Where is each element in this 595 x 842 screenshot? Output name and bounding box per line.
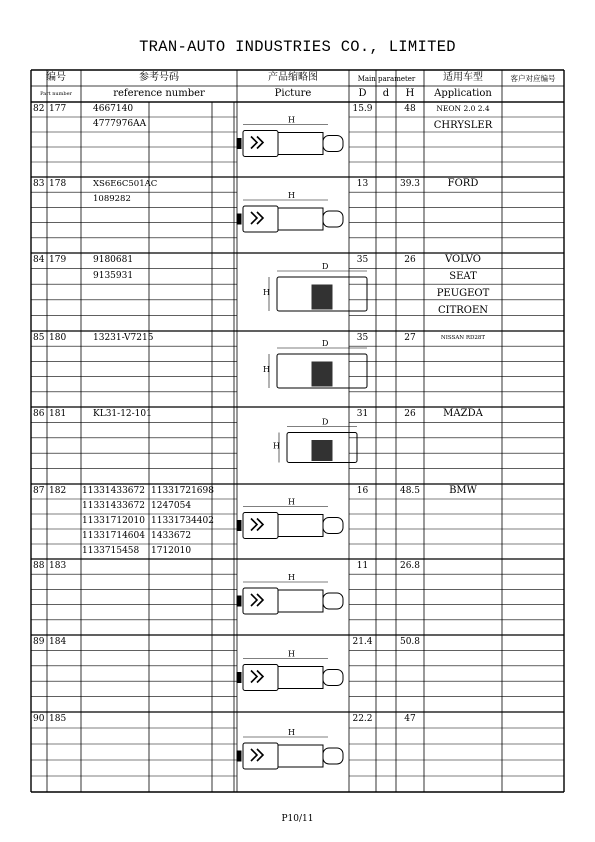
product-thumbnail (237, 728, 343, 769)
param-D: 11 (356, 561, 369, 571)
svg-text:H: H (263, 365, 270, 374)
header-main-parameter: Main parameter (357, 75, 416, 83)
reference-number: XS6E6C501AC (93, 179, 158, 189)
product-thumbnail (263, 262, 367, 311)
reference-number: 11331721698 (151, 486, 214, 496)
param-D: 35 (356, 255, 369, 265)
part-number: 179 (49, 255, 67, 265)
header-reference-cn: 参考号码 (139, 72, 179, 83)
application-model: MAZDA (443, 408, 483, 419)
application-model: NEON 2.0 2.4 (436, 104, 490, 113)
param-H: 48.5 (399, 486, 421, 496)
part-number: 184 (49, 637, 67, 647)
part-number: 182 (49, 486, 67, 496)
application-model: BMW (449, 485, 477, 496)
part-number: 177 (49, 104, 67, 114)
header-reference-en: reference number (113, 88, 205, 99)
reference-number: 9180681 (93, 255, 134, 265)
application-model: FORD (447, 178, 479, 189)
row-index: 86 (33, 409, 45, 419)
product-thumbnail (237, 116, 343, 157)
product-thumbnail (237, 650, 343, 691)
reference-number: 9135931 (93, 270, 134, 281)
reference-number: 4667140 (93, 104, 134, 114)
param-H: 26.8 (399, 561, 421, 571)
reference-number: 1433672 (151, 531, 192, 541)
param-D: 21.4 (352, 637, 373, 647)
svg-text:H: H (288, 728, 295, 737)
header-D: D (358, 88, 367, 99)
svg-text:D: D (322, 339, 329, 348)
header-d: d (382, 88, 390, 99)
param-D: 15.9 (352, 104, 373, 114)
param-H: 39.3 (399, 179, 421, 189)
param-H: 48 (404, 104, 416, 114)
reference-number: 13231-V7215 (93, 333, 154, 343)
reference-number: 4777976AA (93, 119, 147, 129)
header-H: H (405, 88, 415, 99)
param-H: 47 (404, 714, 416, 724)
reference-number: 11331433672 (82, 501, 145, 511)
reference-number: KL31-12-101 (93, 409, 152, 419)
row-index: 85 (33, 333, 45, 343)
application-model: VOLVO (445, 254, 481, 265)
param-H: 27 (404, 333, 416, 343)
svg-text:D: D (322, 262, 329, 271)
header-picture-cn: 产品缩略图 (268, 72, 318, 83)
reference-number: 11331712010 (82, 516, 145, 526)
header-application-en: Application (434, 88, 492, 99)
reference-number: 1712010 (151, 546, 192, 556)
product-thumbnail (273, 418, 357, 463)
reference-number: 1133715458 (82, 546, 140, 556)
svg-text:H: H (288, 649, 295, 659)
company-title: TRAN-AUTO INDUSTRIES CO., LIMITED (139, 38, 456, 56)
application-model: SEAT (449, 271, 477, 283)
param-D: 16 (356, 486, 369, 496)
param-H: 26 (404, 409, 416, 419)
row-index: 84 (33, 255, 45, 265)
application-model: NISSAN RD28T (440, 335, 486, 341)
param-D: 35 (356, 333, 369, 343)
application-model: PEUGEOT (436, 288, 490, 300)
header-customer-number: 客户对应编号 (510, 74, 556, 83)
svg-text:H: H (263, 288, 270, 297)
row-index: 90 (33, 714, 45, 724)
part-number: 181 (49, 409, 67, 419)
svg-text:D: D (322, 417, 329, 427)
svg-text:H: H (288, 115, 295, 125)
param-D: 22.2 (352, 714, 373, 724)
header-picture-en: Picture (274, 88, 312, 99)
application-model: CHRYSLER (433, 119, 493, 131)
header-application-cn: 适用车型 (443, 72, 483, 83)
param-D: 13 (356, 179, 369, 189)
page-number: P10/11 (281, 814, 314, 824)
header-number: 编号 (46, 72, 66, 83)
part-number: 180 (49, 333, 67, 343)
reference-number: 1247054 (151, 501, 192, 511)
header-part-number: Part number (40, 91, 72, 97)
part-number: 178 (49, 179, 67, 189)
svg-text:H: H (288, 573, 295, 582)
svg-text:H: H (288, 191, 295, 200)
param-D: 31 (356, 409, 369, 419)
svg-text:H: H (273, 441, 280, 451)
row-index: 82 (33, 104, 45, 114)
reference-number: 11331714604 (82, 531, 145, 541)
row-index: 88 (33, 561, 45, 571)
reference-number: 11331433672 (82, 486, 145, 496)
part-number: 185 (49, 714, 67, 724)
reference-number: 11331734402 (151, 516, 214, 526)
product-thumbnail (237, 191, 343, 232)
row-index: 89 (33, 637, 45, 647)
param-H: 50.8 (399, 637, 421, 647)
reference-number: 1089282 (93, 194, 131, 205)
part-number: 183 (49, 561, 67, 571)
param-H: 26 (404, 255, 416, 265)
row-index: 83 (33, 179, 45, 189)
svg-text:H: H (288, 497, 295, 507)
application-model: CITROEN (437, 305, 489, 317)
row-index: 87 (33, 486, 45, 496)
product-thumbnail (237, 498, 343, 539)
product-thumbnail (237, 573, 343, 614)
